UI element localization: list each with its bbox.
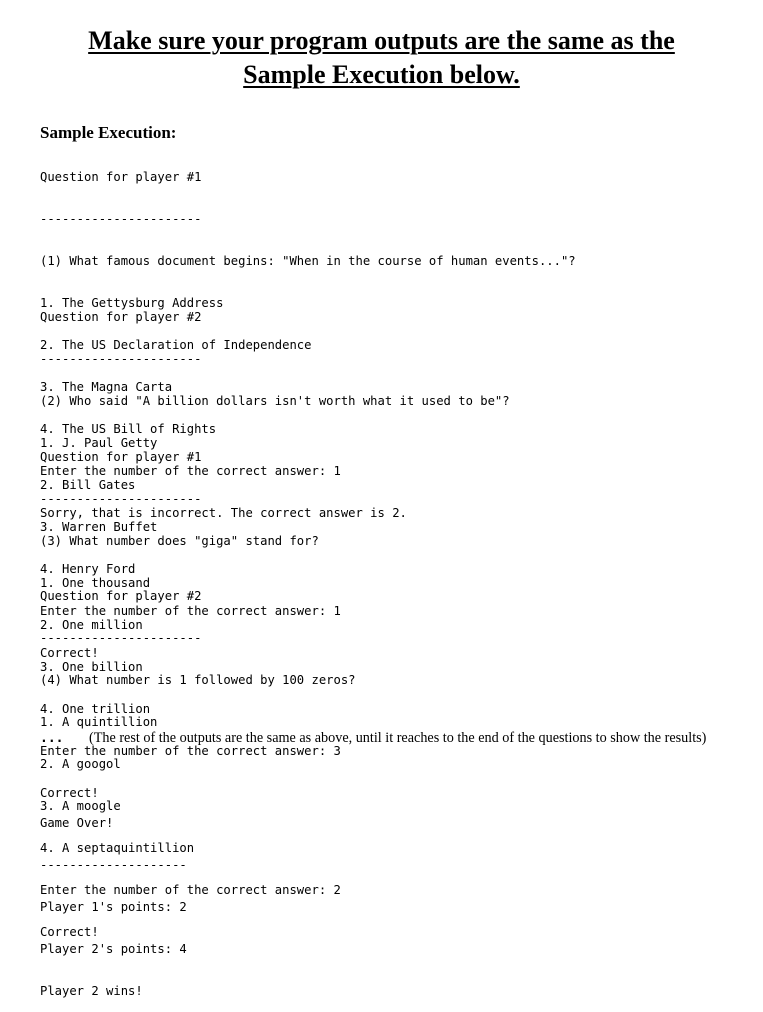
ellipsis-marker: ... xyxy=(40,731,64,746)
sample-execution-title: Sample Execution: xyxy=(40,123,177,142)
game-over-block xyxy=(40,788,187,1012)
option-line: 2. One million xyxy=(40,618,143,632)
answer-prompt: Enter the number of the correct answer: 1 xyxy=(40,464,341,478)
winner-line: Player 2 wins! xyxy=(40,984,143,998)
option-line: 2. A googol xyxy=(40,757,121,771)
game-over-divider: -------------------- xyxy=(40,858,187,872)
answer-result: Correct! xyxy=(40,925,99,939)
continuation-note: (The rest of the outputs are the same as above, until it reaches to the end of the questions to show the results) xyxy=(89,730,707,746)
option-line: 1. One thousand xyxy=(40,576,151,590)
answer-result: Sorry, that is incorrect. The correct answer is 2. xyxy=(40,506,407,520)
option-line: 3. One billion xyxy=(40,660,143,674)
option-line: 3. Warren Buffet xyxy=(40,520,158,534)
question-text: (2) Who said "A billion dollars isn't worth what it used to be"? xyxy=(40,394,510,408)
heading-line-1: Make sure your program outputs are the same as the xyxy=(88,26,675,55)
answer-result: Correct! xyxy=(40,646,99,660)
answer-prompt: Enter the number of the correct answer: 2 xyxy=(40,883,341,897)
heading-line-2: Sample Execution below. xyxy=(243,60,520,89)
question-text: (1) What famous document begins: "When in the course of human events..."? xyxy=(40,254,576,268)
option-line: 2. The US Declaration of Independence xyxy=(40,338,312,352)
game-over-title: Game Over! xyxy=(40,816,114,830)
round-divider: ---------------------- xyxy=(40,212,202,226)
score-line: Player 2's points: 4 xyxy=(40,942,187,956)
option-line: 2. Bill Gates xyxy=(40,478,136,492)
question-text: (3) What number does "giga" stand for? xyxy=(40,534,319,548)
round-divider: ---------------------- xyxy=(40,631,202,645)
option-line: 4. A septaquintillion xyxy=(40,841,195,855)
round-header: Question for player #2 xyxy=(40,310,202,324)
option-line: 1. A quintillion xyxy=(40,715,158,729)
option-line: 1. J. Paul Getty xyxy=(40,436,158,450)
question-text: (4) What number is 1 followed by 100 zeros? xyxy=(40,673,356,687)
answer-result: Correct! xyxy=(40,786,99,800)
option-line: 3. The Magna Carta xyxy=(40,380,173,394)
round-header: Question for player #1 xyxy=(40,170,202,184)
answer-prompt: Enter the number of the correct answer: 3 xyxy=(40,744,341,758)
option-line: 4. Henry Ford xyxy=(40,562,136,576)
round-header: Question for player #2 xyxy=(40,589,202,603)
option-line: 3. A moogle xyxy=(40,799,121,813)
score-line: Player 1's points: 2 xyxy=(40,900,187,914)
option-line: 4. The US Bill of Rights xyxy=(40,422,217,436)
round-divider: ---------------------- xyxy=(40,492,202,506)
instruction-heading xyxy=(0,24,763,92)
option-line: 1. The Gettysburg Address xyxy=(40,296,224,310)
round-header: Question for player #1 xyxy=(40,450,202,464)
answer-prompt: Enter the number of the correct answer: 1 xyxy=(40,604,341,618)
option-line: 4. One trillion xyxy=(40,702,151,716)
round-divider: ---------------------- xyxy=(40,352,202,366)
